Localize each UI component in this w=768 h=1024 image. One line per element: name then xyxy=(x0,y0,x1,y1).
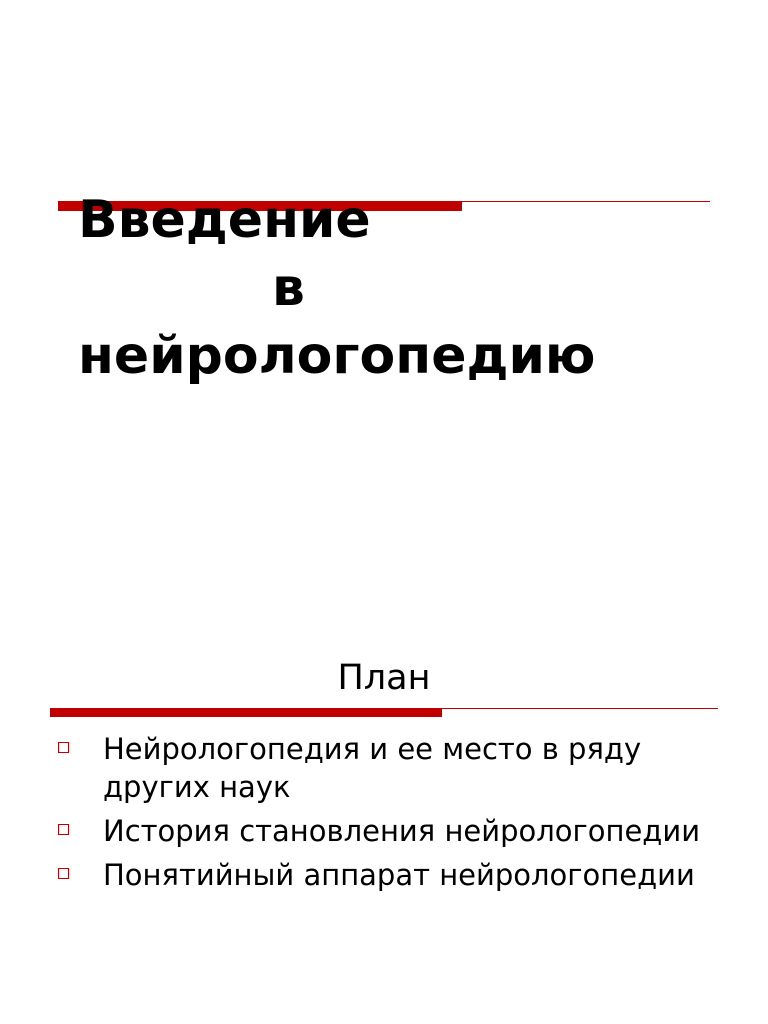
plan-list-item xyxy=(0,856,768,894)
plan-accent-bar-thin xyxy=(442,708,718,709)
plan-accent-bar-thick xyxy=(50,708,442,717)
plan-list xyxy=(0,730,768,900)
plan-item-label: Понятийный аппарат нейрологопедии xyxy=(103,858,695,892)
hollow-square-bullet-icon xyxy=(58,742,69,753)
title-line-2: в xyxy=(272,258,305,318)
plan-item-label: История становления нейрологопедии xyxy=(103,814,701,848)
title-line-1: Введение xyxy=(78,190,371,250)
hollow-square-bullet-icon xyxy=(58,868,69,879)
plan-list-item xyxy=(0,812,768,850)
page-title xyxy=(78,186,718,390)
plan-list-item xyxy=(0,730,768,806)
plan-item-label: Нейрологопедия и ее место в ряду других наук xyxy=(103,732,642,804)
plan-heading: План xyxy=(337,658,431,698)
title-line-3: нейрологопедию xyxy=(78,326,596,386)
hollow-square-bullet-icon xyxy=(58,824,69,835)
